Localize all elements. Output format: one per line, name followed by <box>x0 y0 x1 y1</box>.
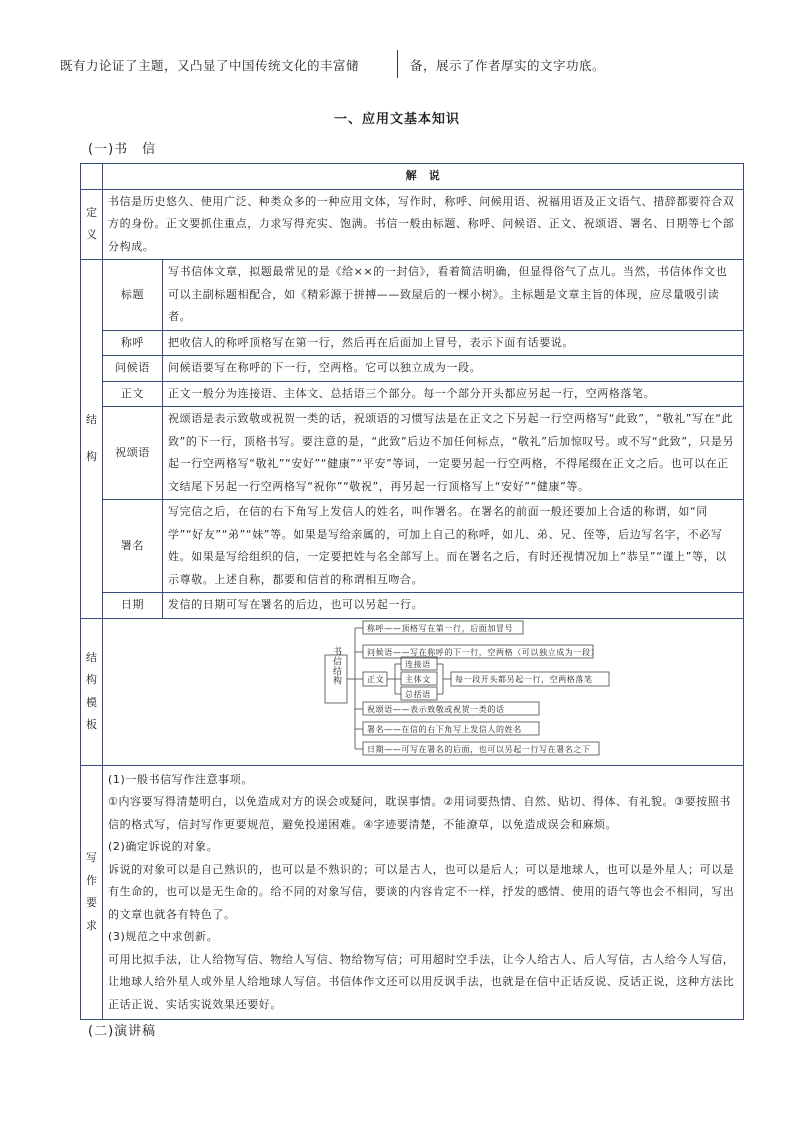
requirement-para-3: (2)确定诉说的对象。 <box>108 840 219 853</box>
requirement-para-6: 可用比拟手法，让人给物写信、物给人写信、物给物写信；可用超时空手法，让今人给古人、后人写信，古人给今人写信，让地球人给外星人或外星人给地球人写信。书信体作文还可以用反讽手法，也就是在信中正话反说、反话正说，这种方法比正话正说、实话实说效果还要好。 <box>108 952 735 1011</box>
structure-name-body: 正文 <box>103 381 163 407</box>
diagram-body-note: 每一段开头都另起一行，空两格落笔 <box>455 674 593 684</box>
requirement-para-1: (1)一般书信写作注意事项。 <box>108 772 253 786</box>
column-divider <box>397 50 398 78</box>
structure-text-date: 发信的日期可写在署名的后边，也可以另起一行。 <box>163 593 744 619</box>
structure-template-diagram <box>103 618 744 765</box>
row-label-template: 结 构 模 板 <box>81 618 103 765</box>
diagram-root-label: 书信结构 <box>331 646 341 685</box>
structure-text-title: 写书信体文章，拟题最常见的是《给××的一封信》，看着简洁明确，但显得俗气了点儿。当然，书信体作文也可以主副标题相配合，如《精彩源于拼搏——致屋后的一棵小树》。主标题是文章主旨的体现，应尽量吸引读者。 <box>163 260 744 331</box>
requirement-para-4: 诉说的对象可以是自己熟识的，也可以是不熟识的；可以是古人，也可以是后人；可以是地球人，也可以是外星人；可以是有生命的，也可以是无生命的。给不同的对象写信，要谈的内容肯定不一样，抒发的感情、使用的语气等也会不相同，写出的文章也就各有特色了。 <box>108 862 735 921</box>
diagram-salutation: 称呼——顶格写在第一行，后面加冒号 <box>367 623 514 633</box>
diagram-signature: 署名——在信的右下角写上发信人的姓名 <box>367 724 522 734</box>
requirement-para-5: (3)规范之中求创新。 <box>108 930 219 943</box>
diagram-body-part-3: 总括语 <box>405 689 431 699</box>
diagram-body-part-1: 连接语 <box>405 659 431 669</box>
structure-text-signature: 写完信之后，在信的右下角写上发信人的姓名，叫作署名。在署名的前面一般还要加上合适的称谓，如“同学”“好友”“弟”“妹”等。如果是写给亲属的，可加上自己的称呼，如儿、弟、兄、侄等，后边写名字，不必写姓。如果是写给组织的信，一定要把姓与名全部写上。而在署名之后，有时还视情况加上“恭呈”“谨上”等，以示尊敬。上述自称，都要和信首的称谓相互吻合。 <box>163 500 744 593</box>
subsection-title-letter: (一)书 信 <box>88 142 157 157</box>
requirement-para-2: ①内容要写得清楚明白，以免造成对方的误会或疑问，耽误事情。②用词要热情、自然、贴切、得体、有礼貌。③要按照书信的格式写，信封写作更要规范，避免投递困难。④字迹要清楚，不能潦草，以免造成误会和麻烦。 <box>108 795 731 831</box>
header-empty-cell <box>81 164 103 190</box>
table-header: 解 说 <box>103 164 744 190</box>
structure-text-body: 正文一般分为连接语、主体文、总括语三个部分。每一个部分开头都应另起一行，空两格落笔。 <box>163 381 744 407</box>
intro-right-text: 备，展示了作者厚实的文字功底。 <box>410 58 606 73</box>
diagram-body: 正文 <box>367 674 385 684</box>
structure-name-salutation: 称呼 <box>103 330 163 356</box>
intro-left-text: 既有力论证了主题，又凸显了中国传统文化的丰富储 <box>60 58 360 73</box>
diagram-body-part-2: 主体文 <box>405 674 431 684</box>
subsection-title-speech: (二)演讲稿 <box>88 1024 157 1039</box>
letter-structure-diagram <box>133 619 713 765</box>
row-label-definition: 定 义 <box>81 189 103 260</box>
structure-name-title: 标题 <box>103 260 163 331</box>
structure-text-salutation: 把收信人的称呼顶格写在第一行，然后再在后面加上冒号，表示下面有话要说。 <box>163 330 744 356</box>
diagram-blessing: 祝颂语——表示致敬或祝贺一类的话 <box>367 704 505 714</box>
diagram-greeting: 问候语——写在称呼的下一行，空两格（可以独立成为一段） <box>367 647 600 657</box>
definition-text: 书信是历史悠久、使用广泛、种类众多的一种应用文体，写作时，称呼、问候用语、祝福用语及正文语气、措辞都要符合双方的身份。正文要抓住重点，力求写得充实、饱满。书信一般由标题、称呼、问候语、正文、祝颂语、署名、日期等七个部分构成。 <box>103 189 744 260</box>
diagram-date: 日期——可写在署名的后面，也可以另起一行写在署名之下 <box>367 744 591 754</box>
letter-knowledge-table <box>80 163 744 1020</box>
section-title: 一、应用文基本知识 <box>333 112 460 127</box>
requirements-text <box>103 765 744 1020</box>
structure-name-greeting: 问候语 <box>103 356 163 382</box>
structure-name-signature: 署名 <box>103 500 163 593</box>
row-label-structure: 结 构 <box>81 260 103 619</box>
structure-text-blessing: 祝颂语是表示致敬或祝贺一类的话，祝颂语的习惯写法是在正文之下另起一行空两格写“此致”，“敬礼”写在“此致”的下一行，顶格书写。要注意的是，“此致”后边不加任何标点，“敬礼”后加惊叹号。或不写“此致”，只是另起一行空两格写“敬礼”“安好”“健康”“平安”等词，一定要另起一行空两格，不得尾缀在正文之后。也可以在正文结尾下另起一行空两格写“祝你”“敬祝”，再另起一行顶格写上“安好”“健康”等。 <box>163 407 744 500</box>
structure-text-greeting: 问候语要写在称呼的下一行，空两格。它可以独立成为一段。 <box>163 356 744 382</box>
row-label-requirements: 写 作 要 求 <box>81 765 103 1020</box>
structure-name-date: 日期 <box>103 593 163 619</box>
structure-name-blessing: 祝颂语 <box>103 407 163 500</box>
